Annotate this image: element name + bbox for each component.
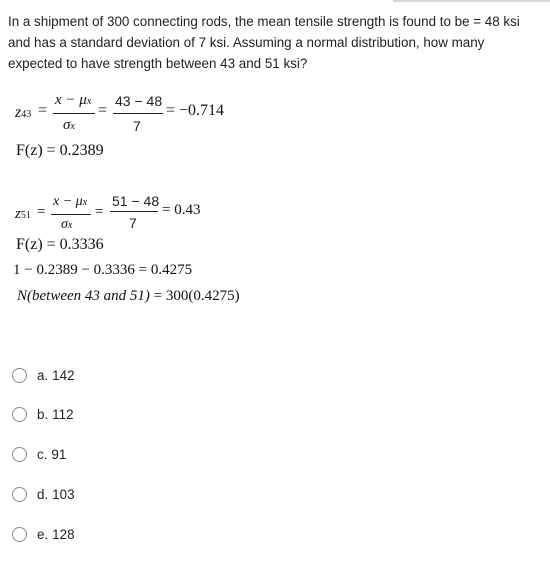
option-label: c. 91 [37, 447, 67, 463]
probability-calculation: 1 − 0.2389 − 0.3336 = 0.4275 [13, 262, 193, 278]
radio-button[interactable] [12, 447, 27, 462]
radio-button[interactable] [12, 527, 27, 542]
denominator-formula: σx [61, 217, 73, 232]
numerator-formula: x − μx [53, 194, 88, 209]
answer-options [12, 363, 75, 562]
option-label: b. 112 [37, 407, 74, 423]
radio-button[interactable] [12, 368, 27, 383]
z51-result: = 0.43 [162, 202, 201, 218]
numerator-values: 51 − 48 [112, 193, 160, 209]
expected-count-expression: N(between 43 and 51) = 300(0.4275) [17, 288, 240, 304]
z-variable: z43 [15, 104, 32, 121]
z43-result: = −0.714 [166, 102, 225, 119]
equals-sign: = [95, 204, 104, 220]
numerator-values: 43 − 48 [115, 93, 163, 109]
option-b[interactable] [12, 403, 75, 427]
denominator-formula: σx [63, 117, 75, 133]
equals-sign: = [37, 204, 46, 220]
radio-button[interactable] [12, 487, 27, 502]
option-c[interactable] [12, 443, 75, 467]
top-border [393, 0, 550, 2]
equals-sign: = [98, 102, 108, 119]
equals-sign: = [38, 102, 48, 119]
denominator-value: 7 [133, 118, 141, 134]
f-value-1: F(z) = 0.2389 [16, 142, 104, 159]
option-label: e. 128 [37, 526, 75, 542]
option-label: a. 142 [37, 367, 75, 383]
numerator-formula: x − μx [55, 92, 92, 108]
f-value-2: F(z) = 0.3336 [16, 236, 104, 253]
option-label: d. 103 [37, 486, 75, 502]
question-text: In a shipment of 300 connecting rods, the mean tensile strength is found to be = 48 ksi and has a standard deviation of 7 ksi. Assuming a normal distribution, how many expected to have strength between 43 and 51 ksi? [8, 14, 520, 71]
option-a[interactable] [12, 363, 75, 387]
denominator-value: 7 [129, 215, 137, 231]
option-d[interactable] [12, 482, 75, 506]
option-e[interactable] [12, 522, 75, 546]
z-variable: z51 [15, 206, 31, 222]
radio-button[interactable] [12, 407, 27, 422]
